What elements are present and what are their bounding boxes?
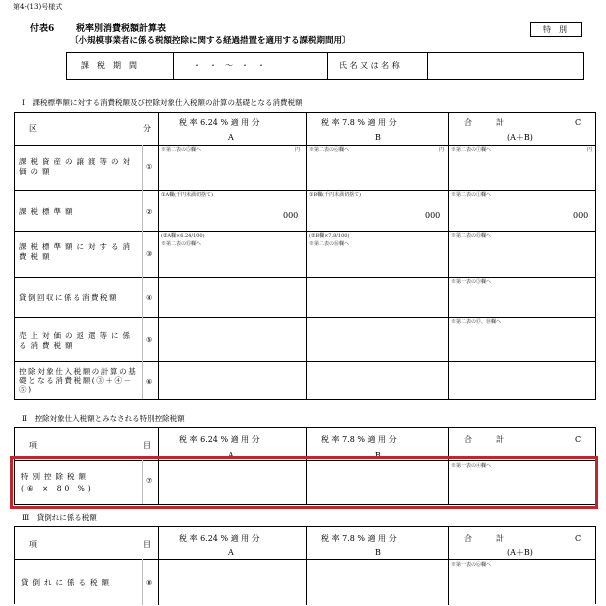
s2-col-a-letter: A [228,451,234,460]
row1-c-field[interactable] [449,146,595,189]
col-c-letter: C [575,118,582,127]
row3-b-note: (②B欄×7.8/100) [309,233,350,239]
row7-c-note: ※第一表の④欄へ [451,463,492,469]
col-a-header: 税 率 6.24 % 適 用 分 [179,118,260,127]
row1-c-note: ※第二表の⑦欄へ [451,147,492,153]
period-row [66,52,584,80]
s3-col-c-letter: C [575,534,582,543]
row1-a-unit: 円 [295,147,301,153]
row2-c-value[interactable]: 000 [573,211,589,220]
row2-b-value[interactable]: 000 [425,211,441,220]
s3-col-left-top: 項 [29,540,37,549]
col-b-letter: B [375,133,381,142]
section1-heading: Ⅰ 課税標準額に対する消費税額及び控除対象仕入税額の計算の基礎となる消費税額 [22,98,303,107]
name-field[interactable] [429,53,583,79]
name-label: 氏 名 又 は 名 称 [339,61,400,70]
col-b-header: 税 率 7.8 % 適 用 分 [321,118,397,127]
special-box [530,22,582,37]
row3-c-note: ※第二表の⑮欄へ [451,233,492,239]
section1-table [14,112,596,400]
s2-col-a-header: 税 率 6.24 % 適 用 分 [179,435,260,444]
row2-c-note: ※第二表の①欄へ [451,192,492,198]
section2-heading: Ⅱ 控除対象仕入税額とみなされる特別控除税額 [22,414,185,423]
s2-col-c-header: 合 計 [464,435,504,444]
row8-c-note: ※第一表の⑥欄へ [451,562,492,568]
row1-num: ① [146,163,153,171]
row1-a-note: ※第二表の⑤欄へ [161,147,202,153]
s2-col-b-letter: B [375,451,381,460]
row8-a-field[interactable] [159,560,305,604]
row5-label: 売上対価の返還等に係る消費税額 [19,331,134,350]
row2-a-note: ①A欄(千円未満切捨て) [161,192,213,198]
row7-sublabel: (⑥ × 80 %) [21,484,94,493]
s3-col-b-header: 税 率 7.8 % 適 用 分 [321,534,397,543]
s2-col-left-top: 項 [29,441,37,450]
col-left-top: 区 [29,124,37,133]
row1-c-unit: 円 [587,147,593,153]
section3-table [14,526,596,604]
row8-c-field[interactable] [449,560,595,604]
col-left-right: 分 [143,124,151,133]
row8-num: ⑧ [146,579,153,587]
row6-label: 控除対象仕入税額の計算の基礎となる消費税額(③＋④－⑤) [19,367,138,394]
row3-b-note2: ※第二表の⑯欄へ [309,241,350,247]
s2-col-c-letter: C [575,435,582,444]
s3-col-left-right: 目 [143,540,151,549]
period-label: 課 税 期 間 [81,61,137,70]
row5-c-note: ※第二表の⑰、⑱欄へ [451,319,502,325]
row3-label: 課税標準額に対する消費税額 [19,242,134,261]
form-title: 税率別消費税額計算表 [76,24,167,34]
row4-c-note: ※第一表の③欄へ [451,279,492,285]
row3-a-note2: ※第二表の⑮欄へ [161,241,202,247]
row2-num: ② [146,208,153,216]
row7-num: ⑦ [146,477,153,485]
highlight-box [10,456,598,509]
row4-label: 貸倒回収に係る消費税額 [19,293,118,302]
col-c-sum: (A＋B) [507,133,533,142]
s3-col-a-header: 税 率 6.24 % 適 用 分 [179,534,260,543]
attachment-label: 付表6 [30,24,55,34]
period-value[interactable]: ・ ・ ～ ・ ・ [193,61,265,70]
col-a-letter: A [228,133,234,142]
row3-num: ③ [146,250,153,258]
s2-col-left-right: 目 [143,441,151,450]
row2-a-value[interactable]: 000 [283,211,299,220]
form-subtitle: 〔小規模事業者に係る税額控除に関する経過措置を適用する課税期間用〕 [70,36,351,46]
col-c-header: 合 計 [464,118,504,127]
special-label: 特 別 [543,25,567,34]
s3-col-c-sum: (A＋B) [507,548,533,557]
s3-col-b-letter: B [375,548,381,557]
row1-a-field[interactable] [159,146,305,189]
s3-col-a-letter: A [228,548,234,557]
s2-col-b-header: 税 率 7.8 % 適 用 分 [321,435,397,444]
row8-label: 貸倒れに係る税額 [21,578,113,587]
row8-b-field[interactable] [307,560,447,604]
row1-label: 課税資産の譲渡等の対価の額 [19,157,134,176]
row5-num: ⑤ [146,336,153,344]
row3-a-note: (②A欄×6.24/100) [161,233,205,239]
form-code: 第4-(13)号様式 [13,3,63,11]
row6-num: ⑥ [146,378,153,386]
row1-b-note: ※第二表の⑥欄へ [309,147,350,153]
row1-b-field[interactable] [307,146,447,189]
row1-b-unit: 円 [439,147,445,153]
row4-num: ④ [146,294,153,302]
section3-heading: Ⅲ 貸倒れに係る税額 [22,513,97,522]
row7-label: 特別控除税額 [21,472,90,481]
row2-b-note: ①B欄(千円未満切捨て) [309,192,362,198]
row2-label: 課税標準額 [19,207,77,216]
s3-col-c-header: 合 計 [464,534,504,543]
